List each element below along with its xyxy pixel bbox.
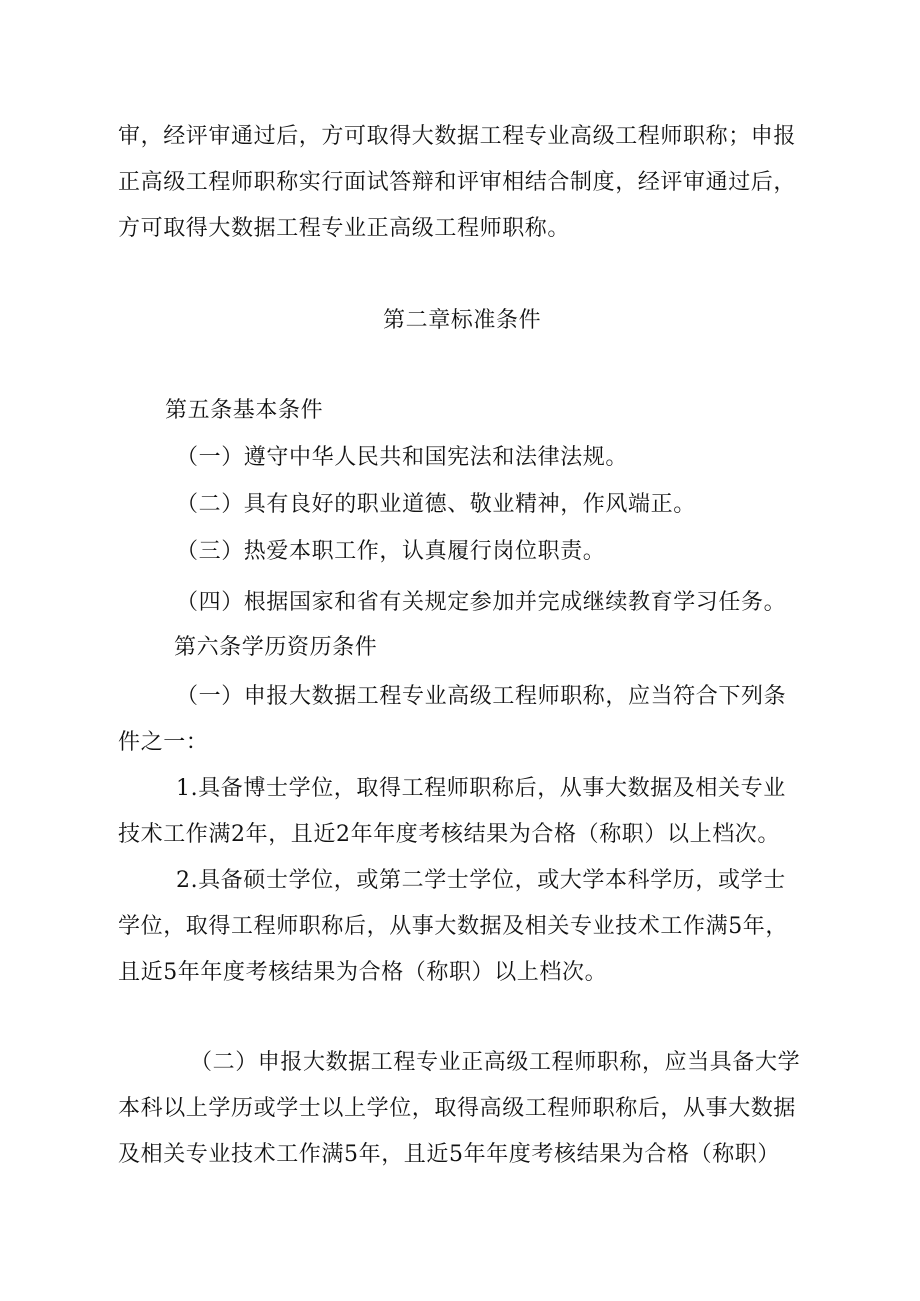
list-item: （一）遵守中华人民共和国宪法和法律法规。 [176, 445, 629, 470]
paragraph-line: 方可取得大数据工程专业正高级工程师职称。 [118, 216, 571, 241]
article-heading: 第六条学历资历条件 [174, 635, 378, 660]
list-item: （二）具有良好的职业道德、敬业精神，作风端正。 [176, 492, 696, 517]
paragraph-line: 审，经评审通过后，方可取得大数据工程专业高级工程师职称；申报 [118, 124, 797, 149]
list-item: （三）热爱本职工作，认真履行岗位职责。 [176, 539, 606, 564]
list-item: （四）根据国家和省有关规定参加并完成继续教育学习任务。 [176, 590, 787, 615]
article-heading: 第五条基本条件 [165, 398, 324, 423]
paragraph-line: 及相关专业技术工作满5年，且近5年年度考核结果为合格（称职） [118, 1142, 780, 1167]
paragraph-line: 正高级工程师职称实行面试答辩和评审相结合制度，经评审通过后， [118, 170, 797, 195]
paragraph-line: （二）申报大数据工程专业正高级工程师职称，应当具备大学 [190, 1050, 801, 1075]
paragraph-line: （一）申报大数据工程专业高级工程师职称，应当符合下列条 [176, 684, 787, 709]
chapter-heading: 第二章标准条件 [383, 308, 542, 333]
paragraph-line: 件之一： [118, 730, 209, 755]
paragraph-line: 且近5年年度考核结果为合格（称职）以上档次。 [118, 960, 608, 985]
paragraph-line: 技术工作满2年，且近2年年度考核结果为合格（称职）以上档次。 [118, 822, 780, 847]
paragraph-line: 1.具备博士学位，取得工程师职称后，从事大数据及相关专业 [176, 776, 786, 801]
paragraph-line: 学位，取得工程师职称后，从事大数据及相关专业技术工作满5年， [118, 914, 788, 939]
paragraph-line: 本科以上学历或学士以上学位，取得高级工程师职称后，从事大数据 [118, 1096, 797, 1121]
paragraph-line: 2.具备硕士学位，或第二学士学位，或大学本科学历，或学士 [176, 868, 786, 893]
